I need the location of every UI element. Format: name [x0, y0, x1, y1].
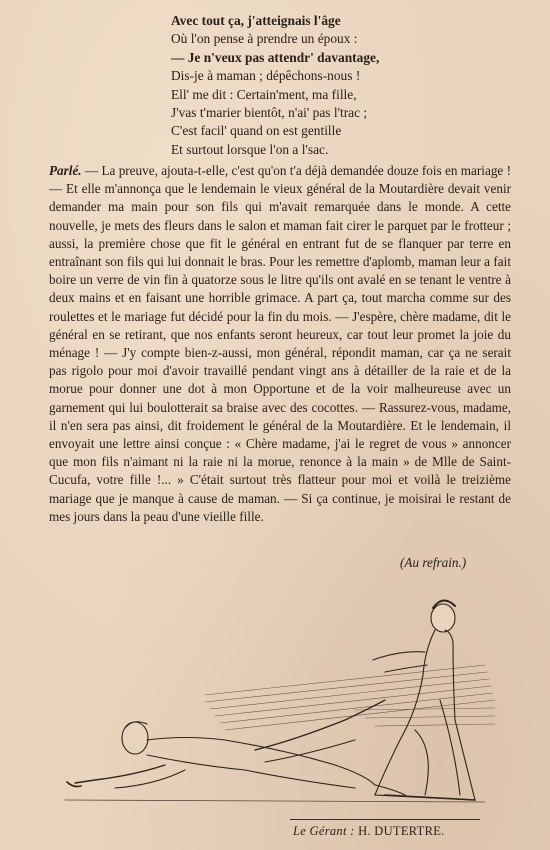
verse-line: Ell' me dit : Certain'ment, ma fille, [171, 86, 357, 102]
gerant-name: H. DUTERTRE. [358, 824, 445, 838]
song-verse [171, 12, 379, 159]
footer-rule [290, 819, 480, 820]
woman-figure [373, 600, 475, 800]
publisher-credit [293, 824, 445, 839]
shadow-hatching [205, 665, 495, 730]
verse-line: Avec tout ça, j'atteignais l'âge [171, 13, 341, 28]
verse-line: Où l'on pense à prendre un époux : [171, 31, 358, 47]
refrain-note: (Au refrain.) [400, 555, 467, 570]
verse-line: Et surtout lorsque l'on a l'sac. [171, 141, 329, 157]
spoken-paragraph [49, 162, 511, 526]
verse-line: J'vas t'marier bientôt, n'ai' pas l'trac ; [171, 105, 368, 121]
gerant-label: Le Gérant : [293, 824, 355, 838]
spoken-text: — La preuve, ajouta-t-elle, c'est qu'on t'a déjà demandée douze fois en mariage ! — Et elle m'annonça que le lendemain le vieux général de la Moutardière devait venir demander ma main pour son fils qui m'avait remarquée dans le monde. A cette nouvelle, je mets des fleurs dans le salon et maman fait cirer le parquet par le frotteur ; aussi, la première chose que fit le général en entrant fut de se flanquer par terre en entraînant son fils qui lui donnait le bras. Pour les remettre d'aplomb, maman leur a fait boire un verre de vin fin à quatorze sous le litre qu'ils ont avalé en se tenant le ventre à deux mains et en faisant une horrible grimace. A part ça, tout marcha comme sur des roulettes et le mariage fut décidé pour la fin du mois. — J'espère, chère madame, dit le général en se retirant, que nos enfants seront heureux, car tout leur promet la joie du ménage ! — J'y compte bien-z-aussi, mon général, répondit maman, car ça ne serait pas rigolo pour moi d'avoir travaillé pendant vingt ans à détailler de la raie et de la morue pour donner une dot à mon Opportune et de la voir malheureuse avec un garnement qui lui boulotterait sa braise avec des cocottes. — Rassurez-vous, madame, il n'en sera pas ainsi, dit froidement le général de la Moutardière. Et le lendemain, il envoyait une lettre ainsi conçue : « Chère madame, j'ai le regret de vous » annoncer que mon fils n'aimant ni la raie ni la morue, renonce à la main » de Mlle de Saint-Cucufa, votre fille !... » C'était surtout très flatteur pour moi et voilà le treizième mariage que je manque à cause de maman. — Si ça continue, je moisirai le restant de mes jours dans la peau d'une vieille fille. [49, 163, 511, 524]
illustration-fallen-general [55, 590, 500, 820]
fallen-man-figure [67, 700, 405, 795]
verse-line: — Je n'veux pas attendr' davantage, [171, 49, 380, 65]
spoken-intro: Parlé. [49, 163, 82, 178]
floor-line [65, 800, 485, 802]
verse-line: C'est facil' quand on est gentille [171, 123, 342, 139]
verse-line: Dis-je à maman ; dépêchons-nous ! [171, 68, 361, 84]
